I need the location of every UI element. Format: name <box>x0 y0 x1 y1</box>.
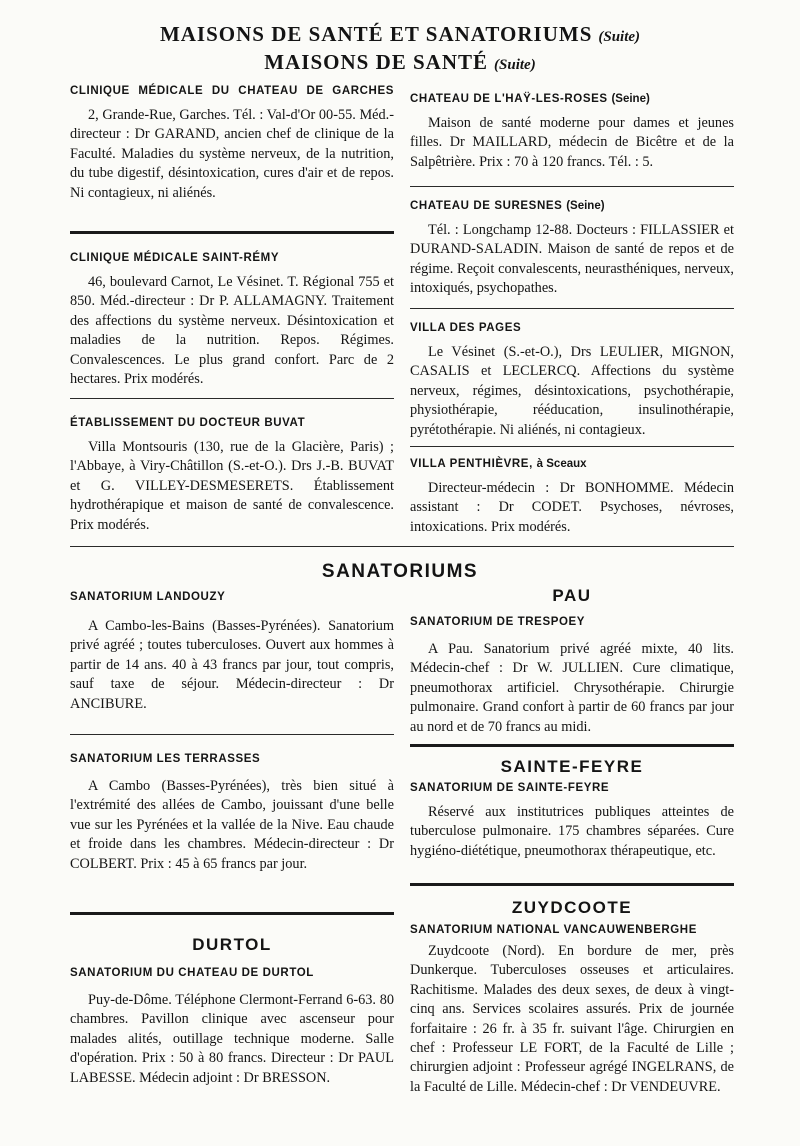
entry-text: Villa Montsouris (130, rue de la Glacière, Paris) ; l'Abbaye, à Viry-Châtillon (S.-et-O.). Drs J.-B. BUVAT et G. VILLEY-DESMESERETS. Établissement hydrothérapique et maison de santé de convalescence. Prix modérés. <box>70 439 394 533</box>
entry-text: Directeur-médecin : Dr BONHOMME. Médecin assistant : Dr CODET. Psychoses, névroses, intoxications. Prix modérés. <box>410 480 734 535</box>
entry-heading <box>410 92 734 107</box>
section-subtitle <box>0 50 800 75</box>
entry-heading: SANATORIUM LES TERRASSES <box>70 753 261 765</box>
entry-durtol <box>70 966 394 1088</box>
divider <box>410 186 734 187</box>
entry-heading: ÉTABLISSEMENT DU DOCTEUR BUVAT <box>70 417 306 429</box>
entry-zuydcoote <box>410 923 734 1097</box>
divider <box>410 744 734 747</box>
divider <box>410 883 734 886</box>
entry-heading <box>410 199 734 214</box>
entry-text: A Cambo-les-Bains (Basses-Pyrénées). Sanatorium privé agréé ; toutes tuberculoses. Ouvert aux hommes à partir de 14 ans. 40 à 43 francs par jour, tout compris, sauf taxe de séjour. Médecin-directeur : Dr ANCIBURE. <box>70 618 394 712</box>
entry-heading-suffix: à Sceaux <box>536 458 587 470</box>
entry-text: 2, Grande-Rue, Garches. Tél. : Val-d'Or 00-55. Méd.-directeur : Dr GARAND, ancien chef de clinique de la Faculté. Maladies du système nerveux, de la nutrition, du tube digestif, désintoxication, cures d'air et de repos. Ni contagieux, ni aliénés. <box>70 107 394 201</box>
divider <box>70 734 394 735</box>
place-zuydcoote: ZUYDCOOTE <box>511 898 633 917</box>
entry-text: Puy-de-Dôme. Téléphone Clermont-Ferrand 6-63. 80 chambres. Pavillon clinique avec ascenseur pour malades alités, outillage technique moderne. Salle d'opération. Prix : 50 à 80 francs. Directeur : Dr PAUL LABESSE. Médecin adjoint : Dr BRESSON. <box>70 992 394 1086</box>
entry-text: 46, boulevard Carnot, Le Vésinet. T. Régional 755 et 850. Méd.-directeur : Dr P. ALLAMAGNY. Traitement des affections du système nerveux. Désintoxication et maladies de la nutrition. Repos. Régimes. Convalescences. Le plus grand confort. Parc de 2 hectares. Prix modérés. <box>70 274 394 388</box>
section-divider <box>70 546 734 547</box>
divider <box>70 398 394 399</box>
entry-terrasses <box>70 752 394 874</box>
entry-heading: SANATORIUM NATIONAL VANCAUWENBERGHE <box>410 924 697 936</box>
entry-landouzy <box>70 590 394 714</box>
entry-trespoey <box>410 615 734 737</box>
entry-heading-suffix: (Seine) <box>611 93 650 105</box>
entry-heading: SANATORIUM DE TRESPOEY <box>410 616 586 628</box>
entry-heading-text: VILLA PENTHIÈVRE, <box>410 458 533 470</box>
entry-villa-pages <box>410 321 734 440</box>
entry-penthievre <box>410 457 734 537</box>
entry-text: Le Vésinet (S.-et-O.), Drs LEULIER, MIGNON, CASALIS et LECLERCQ. Affections du système nerveux, régimes, désintoxications, psychothérapie, physiothérapie, rééducation, insulinothérapie, pyrétothérapie. Ni aliénés, ni contagieux. <box>410 344 734 438</box>
entry-text: A Cambo (Basses-Pyrénées), très bien situé à l'extrémité des allées de Cambo, jouissant d'une belle vue sur les Pyrénées et la vallée de la Nive. Eau chaude et froide dans les chambres. Médecin-directeur : Dr COLBERT. Prix : 45 à 65 francs par jour. <box>70 778 394 872</box>
page-title-text: MAISONS DE SANTÉ ET SANATORIUMS <box>159 22 593 46</box>
place-sainte-feyre: SAINTE-FEYRE <box>500 757 644 776</box>
entry-heading-text: CHATEAU DE SURESNES <box>410 200 563 212</box>
place-pau: PAU <box>552 586 592 605</box>
entry-heading: CLINIQUE MÉDICALE DU CHATEAU DE GARCHES <box>70 85 394 97</box>
divider <box>410 446 734 447</box>
sanatoriums-title: SANATORIUMS <box>321 561 479 582</box>
divider <box>70 231 394 234</box>
entry-suresnes <box>410 199 734 299</box>
place-durtol: DURTOL <box>192 935 272 954</box>
entry-hay-les-roses <box>410 92 734 172</box>
section-subtitle-text: MAISONS DE SANTÉ <box>264 50 489 74</box>
entry-heading: SANATORIUM LANDOUZY <box>70 591 226 603</box>
entry-text: A Pau. Sanatorium privé agréé mixte, 40 lits. Médecin-chef : Dr W. JULLIEN. Cure climatique, pneumothorax artificiel. Chrysothérapie. Chirurgie pulmonaire. Grand confort à partir de 60 francs par jour au nord et de 70 francs au midi. <box>410 641 734 735</box>
entry-saint-remy <box>70 251 394 389</box>
entry-heading-suffix: (Seine) <box>566 200 605 212</box>
entry-heading: CLINIQUE MÉDICALE SAINT-RÉMY <box>70 252 280 264</box>
section-subtitle-suffix: (Suite) <box>494 57 536 73</box>
entry-heading: VILLA DES PAGES <box>410 322 522 334</box>
entry-buvat <box>70 416 394 535</box>
entry-garches <box>70 84 394 203</box>
page-title-suffix: (Suite) <box>598 29 641 45</box>
entry-heading <box>410 457 734 472</box>
entry-heading: SANATORIUM DU CHATEAU DE DURTOL <box>70 967 314 979</box>
divider <box>410 308 734 309</box>
entry-text: Tél. : Longchamp 12-88. Docteurs : FILLASSIER et DURAND-SALADIN. Maison de santé de repos et de régime. Reçoit convalescents, neurasthéniques, nerveux, intoxiqués, psychopathes. <box>410 222 734 297</box>
entry-heading-text: CHATEAU DE L'HAŸ-LES-ROSES <box>410 93 608 105</box>
entry-text: Zuydcoote (Nord). En bordure de mer, près Dunkerque. Tuberculoses osseuses et articulaires. Rachitisme. Malades des deux sexes, de deux à vingt-cinq ans. Services scolaires assurés. Prix de journée forfaitaire : 26 fr. à 35 fr. suivant l'âge. Chirurgien en chef : Professeur LE FORT, de la Faculté de Lille ; chirurgien adjoint : Professeur agrégé INGELRANS, de la Faculté de Lille. Médecin-chef : Dr VENDEUVRE. <box>410 943 734 1095</box>
entry-sainte-feyre <box>410 781 734 861</box>
entry-text: Maison de santé moderne pour dames et jeunes filles. Dr MAILLARD, médecin de Bicêtre et de la Salpêtrière. Prix : 70 à 120 francs. Tél. : 5. <box>410 115 734 170</box>
page-title <box>0 22 800 47</box>
divider <box>70 912 394 915</box>
entry-heading: SANATORIUM DE SAINTE-FEYRE <box>410 782 610 794</box>
entry-text: Réservé aux institutrices publiques atteintes de tuberculose pulmonaire. 175 chambres séparées. Cure hygiéno-diététique, pneumothorax thérapeutique, etc. <box>410 804 734 859</box>
